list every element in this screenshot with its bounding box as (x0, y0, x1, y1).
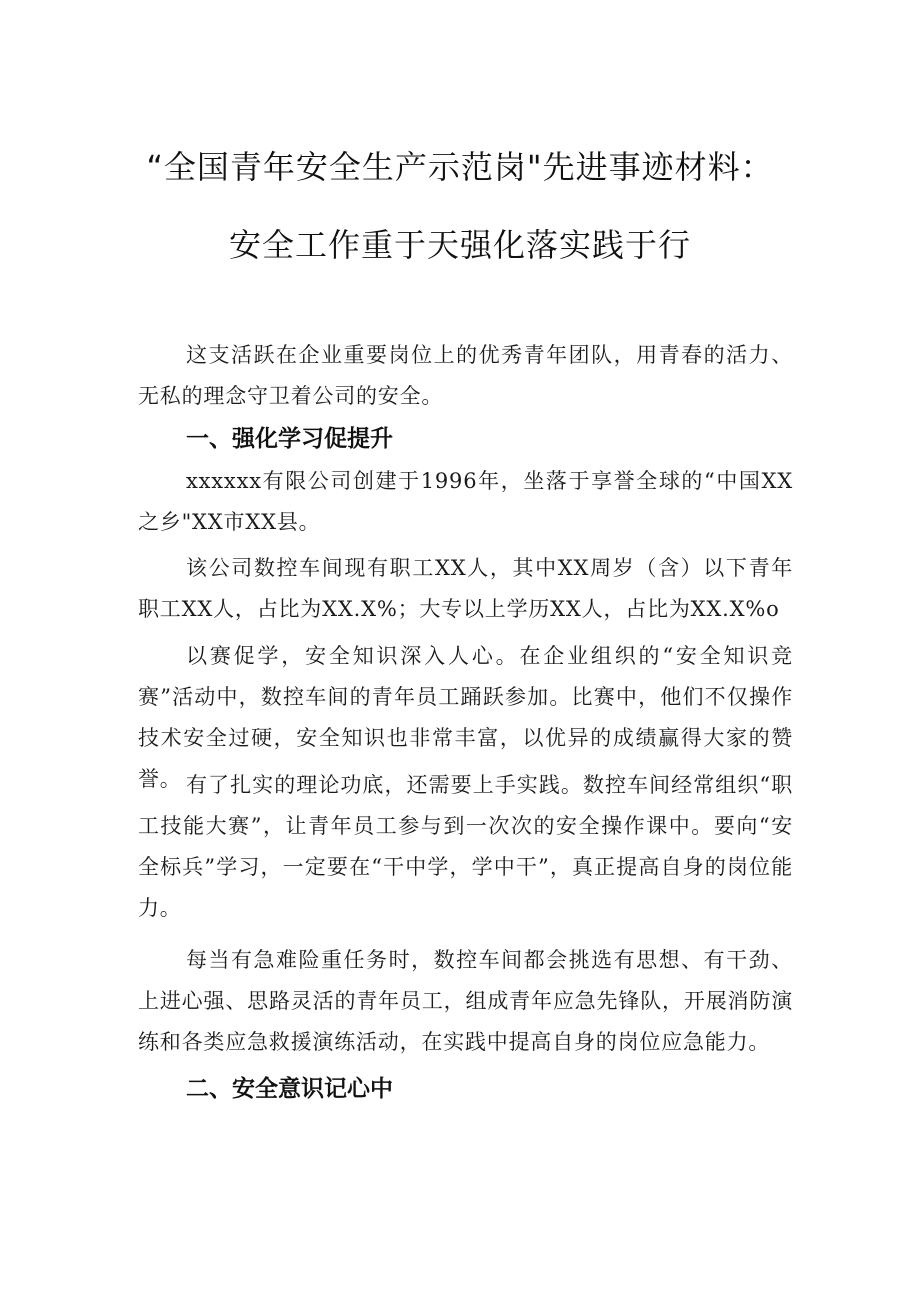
document-title-line-1: “全国青年安全生产示范岗"先进事迹材料： (146, 148, 774, 186)
document-title-line-2: 安全工作重于天强化落实践于行 (228, 226, 691, 264)
body-paragraph: xxxxxx有限公司创建于1996年，坐落于享誉全球的“中国XX之乡"XX市XX县。 (138, 469, 793, 534)
body-paragraph: 有了扎实的理论功底，还需要上手实践。数控车间经常组织“职工技能大赛”，让青年员工参与到一次次的安全操作课中。要向“安全标兵”学习，一定要在“干中学，学中干”，真正提高自身的岗位能力。 (138, 773, 793, 920)
section-heading-1: 一、强化学习促提升 (186, 426, 393, 452)
section-heading-2: 二、安全意识记心中 (186, 1076, 393, 1102)
body-paragraph: 该公司数控车间现有职工XX人，其中XX周岁（含）以下青年职工XX人，占比为XX.X%；大专以上学历XX人，占比为XX.X%o (138, 556, 793, 621)
intro-paragraph: 这支活跃在企业重要岗位上的优秀青年团队，用青春的活力、无私的理念守卫着公司的安全。 (138, 343, 793, 408)
body-paragraph: 每当有急难险重任务时，数控车间都会挑选有思想、有干劲、上进心强、思路灵活的青年员工，组成青年应急先锋队，开展消防演练和各类应急救援演练活动，在实践中提高自身的岗位应急能力。 (138, 948, 793, 1054)
body-paragraph: 以赛促学，安全知识深入人心。在企业组织的“安全知识竞赛”活动中，数控车间的青年员工踊跃参加。比赛中，他们不仅操作技术安全过硬，安全知识也非常丰富，以优异的成绩赢得大家的赞誉。 (138, 644, 793, 791)
